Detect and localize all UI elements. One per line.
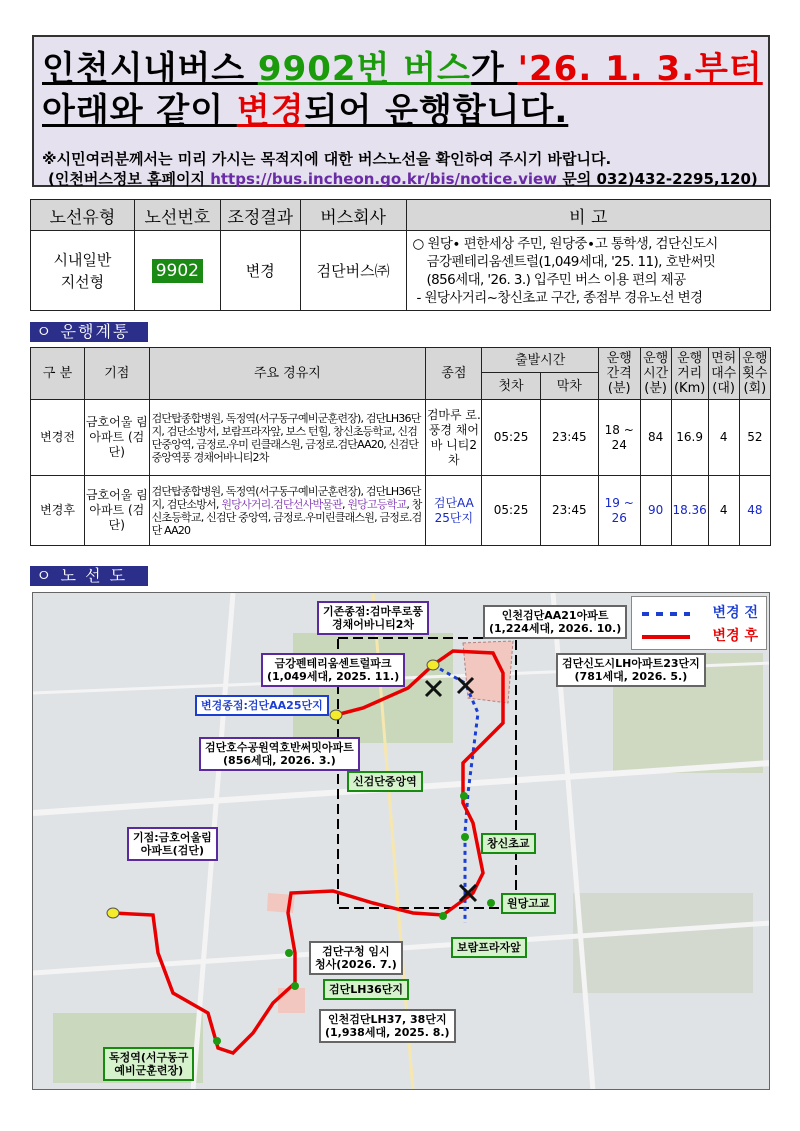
header-remark: 비 고: [406, 200, 770, 231]
label-dokjeong-station: 독정역(서구동구 예비군훈련장): [103, 1047, 194, 1081]
headline-part: 되어 운행합니다.: [304, 91, 569, 131]
contact-phone: 문의 032)432-2295,120): [557, 170, 758, 188]
route-part: ,: [341, 497, 348, 511]
route-summary-table: [30, 199, 771, 311]
contact-line: [48, 168, 768, 189]
route-type: [31, 231, 135, 311]
label-aa21-apt: 인천검단AA21아파트 (1,224세대, 2026. 10.): [483, 605, 627, 639]
headline-line2: [42, 83, 568, 132]
distance: 16.9: [671, 400, 708, 476]
header-count: 운행 횟수 (회): [739, 348, 770, 400]
end-point: 검단AA 25단지: [426, 476, 482, 546]
label-lh23-apt: 검단신도시LH아파트23단지 (781세대, 2026. 5.): [556, 653, 706, 687]
row-label-after: 변경후: [31, 476, 85, 546]
route-type-text: 시내일반 지선형: [53, 250, 112, 291]
label-old-terminal: 기존종점:검마루로풍 경채어바니티2차: [317, 601, 429, 635]
remark-line: (856세대, '26. 3.) 입주민 버스 이용 편의 제공: [426, 271, 686, 288]
start-point: 금호어울 림아파트 (검단): [85, 476, 149, 546]
last-bus: 23:45: [540, 476, 598, 546]
route-new-stop: 원당고등학교: [347, 497, 407, 511]
label-changsin-school: 창신초교: [481, 833, 536, 854]
headline-part: 가: [470, 49, 518, 89]
change-highlight: 변경: [236, 91, 305, 131]
start-point: 금호어울 림아파트 (검단): [85, 400, 149, 476]
legend-after: [638, 625, 762, 647]
header-distance: 운행 거리 (Km): [671, 348, 708, 400]
route-number-badge: 9902: [152, 259, 203, 283]
label-start-point: 기점:금호어울림 아파트(검단): [127, 827, 218, 861]
notice-header: [32, 35, 770, 187]
remark-line: 금강펜테리움센트럴(1,049세대, '25. 11), 호반써밋: [426, 253, 716, 270]
route-number-cell: [134, 231, 220, 311]
header-start: 기점: [85, 348, 149, 400]
header-result: 조정결과: [220, 200, 300, 231]
bus-number-highlight: 9902번 버스: [257, 49, 471, 89]
label-lh36: 검단LH36단지: [323, 979, 409, 1000]
section-title-operation: ㅇ 운행계통: [30, 322, 148, 342]
header-license: 면허 대수 (대): [708, 348, 739, 400]
apartment-area: [278, 988, 305, 1013]
license-count: 4: [708, 400, 739, 476]
bus-company: 검단버스㈜: [300, 231, 406, 311]
contact-text: (인천버스정보 홈페이지: [48, 170, 211, 188]
row-label-before: 변경전: [31, 400, 85, 476]
table-row: [31, 476, 771, 546]
route-stops: [149, 476, 426, 546]
table-row: [31, 400, 771, 476]
distance: 18.36: [671, 476, 708, 546]
header-depart: 출발시간: [482, 348, 599, 373]
header-end: 종점: [426, 348, 482, 400]
notice-note: ※시민여러분께서는 미리 가시는 목적지에 대한 버스노선을 확인하여 주시기 바랍니다.: [42, 150, 612, 168]
run-time: 84: [640, 400, 671, 476]
first-bus: 05:25: [482, 476, 540, 546]
section-title-map: ㅇ 노 선 도: [30, 566, 148, 586]
interval: 18 ~ 24: [598, 400, 640, 476]
label-sincentral-station: 신검단중앙역: [347, 771, 423, 792]
header-route-type: 노선유형: [31, 200, 135, 231]
label-hoban-apt: 검단호수공원역호반써밋아파트 (856세대, 2026. 3.): [199, 737, 360, 771]
interval: 19 ~ 26: [598, 476, 640, 546]
green-area: [573, 893, 753, 993]
last-bus: 23:45: [540, 400, 598, 476]
header-gubun: 구 분: [31, 348, 85, 400]
adjust-result: 변경: [220, 231, 300, 311]
effective-date: '26. 1. 3.부터: [517, 49, 763, 89]
legend-before: [638, 602, 762, 624]
headline-part: 인천시내버스: [42, 49, 258, 89]
header-company: 버스회사: [300, 200, 406, 231]
headline-part: 아래와 같이: [42, 91, 237, 131]
operation-table: [30, 347, 771, 546]
run-time: 90: [640, 476, 671, 546]
legend-after-label: 변경 후: [712, 628, 758, 644]
route-part: , 창신초등학교, 신검단 중앙역, 금정로.우미린클래스원, 금정로.검단 AA20: [151, 497, 422, 537]
route-map: [32, 592, 770, 1090]
run-count: 52: [739, 400, 770, 476]
remark-line: - 원당사거리~창신초교 구간, 종점부 경유노선 변경: [416, 289, 703, 306]
green-area: [293, 633, 453, 743]
license-count: 4: [708, 476, 739, 546]
label-new-terminal: 변경종점:검단AA25단지: [195, 695, 329, 716]
label-temp-office: 검단구청 임시 청사(2026. 7.): [309, 941, 403, 975]
route-new-stop: 원당사거리.검단선: [221, 497, 303, 511]
header-time: 운행 시간 (분): [640, 348, 671, 400]
end-point: 검마루 로.풍경 채어바 니티2차: [426, 400, 482, 476]
legend-before-label: 변경 전: [712, 605, 758, 621]
label-lh37-38: 인천검단LH37, 38단지 (1,938세대, 2025. 8.): [319, 1009, 456, 1043]
remark-line: ○ 원당∙ 편한세상 주민, 원당중∙고 통학생, 검단신도시: [412, 235, 718, 252]
label-boram-plaza: 보람프라자앞: [451, 937, 527, 958]
header-route: 주요 경유지: [149, 348, 426, 400]
route-stops: 검단탑종합병원, 독정역(서구동구예비군훈련장), 검단LH36단지, 검단소방서, 보람프라자앞, 보스 턴힐, 창신초등학교, 신검단중앙역, 금정로.우미 린클래스원, 금정로.검단AA20, 신검단중앙역풍 경채어바니티2차: [149, 400, 426, 476]
run-count: 48: [739, 476, 770, 546]
route-new-stop: 사박물관: [302, 497, 342, 511]
first-bus: 05:25: [482, 400, 540, 476]
header-interval: 운행 간격 (분): [598, 348, 640, 400]
header-first: 첫차: [482, 373, 540, 400]
header-last: 막차: [540, 373, 598, 400]
bus-info-link[interactable]: https://bus.incheon.go.kr/bis/notice.view: [210, 170, 558, 188]
header-route-number: 노선번호: [134, 200, 220, 231]
label-wondang-school: 원당고교: [501, 893, 556, 914]
label-kumkang-apt: 금강펜테리움센트럴파크 (1,049세대, 2025. 11.): [261, 653, 405, 687]
map-legend: [631, 596, 767, 650]
remark-cell: [406, 231, 770, 311]
route-part: 검단탑종합병원, 독정역(서구동구예비군훈련장), 검단LH36단지, 검단소방서,: [151, 484, 421, 511]
